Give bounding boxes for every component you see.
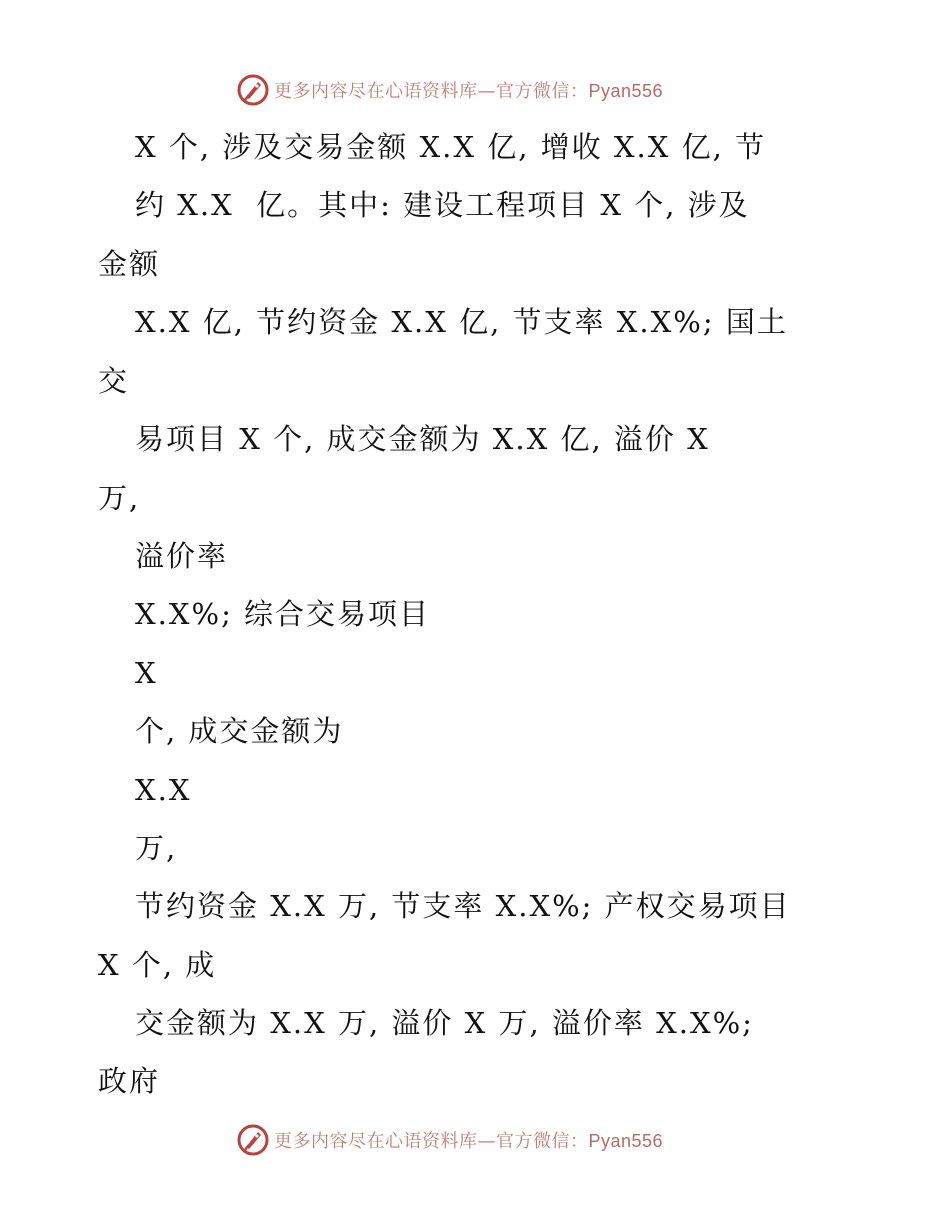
text-line: X.X%; 综合交易项目: [135, 597, 431, 631]
text-line: X.X 亿, 节约资金 X.X 亿, 节支率 X.X%; 国土: [135, 305, 788, 339]
text-line: 万,: [98, 481, 141, 515]
text-line: X 个, 成: [98, 948, 217, 982]
text-line: 交: [98, 364, 130, 398]
footer-banner-text: [274, 1127, 663, 1153]
text-line: 金额: [98, 247, 161, 281]
text-line: 约 X.X 亿。其中: 建设工程项目 X 个, 涉及: [135, 188, 750, 222]
text-line: 易项目 X 个, 成交金额为 X.X 亿, 溢价 X: [135, 422, 710, 456]
text-line: X.X: [135, 773, 192, 807]
text-line: 溢价率: [135, 539, 229, 573]
text-line: 万,: [135, 831, 178, 865]
text-line: 交金额为 X.X 万, 溢价 X 万, 溢价率 X.X%;: [135, 1006, 754, 1040]
footer-banner-label: 更多内容尽在心语资料库—官方微信：: [274, 1131, 589, 1152]
text-line: X: [135, 656, 158, 690]
header-banner-label: 更多内容尽在心语资料库—官方微信：: [274, 81, 589, 102]
text-line: 节约资金 X.X 万, 节支率 X.X%; 产权交易项目: [135, 889, 791, 923]
header-banner-handle: Pyan556: [588, 81, 664, 101]
footer-banner: [236, 1122, 663, 1158]
text-line: 政府: [98, 1064, 161, 1098]
footer-banner-handle: Pyan556: [588, 1131, 664, 1151]
text-line: 个, 成交金额为: [135, 714, 344, 748]
quill-logo-icon: [236, 73, 270, 107]
header-banner: [236, 72, 663, 108]
header-banner-text: [274, 77, 663, 103]
quill-logo-icon: [236, 1123, 270, 1157]
text-line: X 个, 涉及交易金额 X.X 亿, 增收 X.X 亿, 节: [135, 130, 767, 164]
